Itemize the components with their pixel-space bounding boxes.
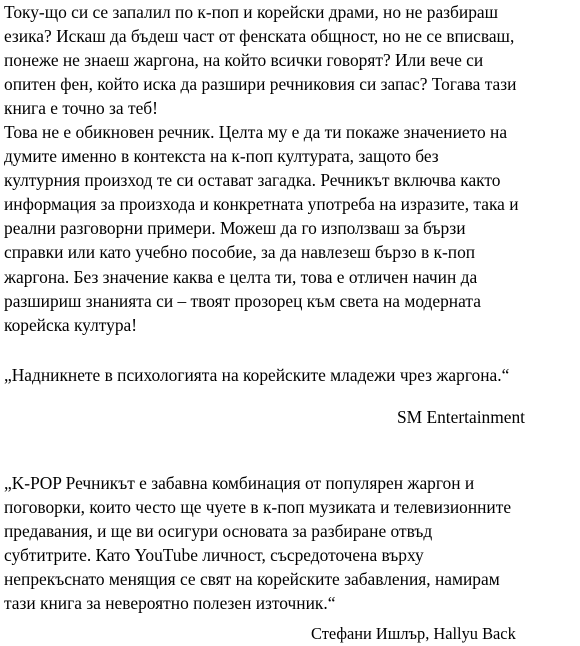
intro-paragraph (4, 0, 516, 120)
intro-line: езика? Искаш да бъдеш част от фенската общност, но не се вписваш, (4, 26, 515, 47)
intro-line: опитен фен, който иска да разшири речниковия си запас? Тогава тази (4, 74, 517, 95)
intro-line: Току-що си се запалил по к-поп и корейски драми, но не разбираш (4, 2, 498, 22)
description-line: корейска култура! (4, 314, 138, 335)
quote-attribution: Стефани Ишлър, Hallyu Back (311, 624, 516, 643)
quote-hallyu-back (4, 471, 511, 616)
quote-line: „K-POP Речникът е забавна комбинация от популярен жаргон и (4, 473, 475, 493)
intro-line: понеже не знаеш жаргона, на който всички говорят? Или вече си (4, 50, 484, 71)
description-line: жаргона. Без значение каква е целта ти, това е отличен начин да (4, 266, 478, 287)
description-line: Това не е обикновен речник. Целта му е да ти покаже значението на (4, 122, 508, 142)
description-line: реални разговорни примери. Можеш да го използваш за бързи (4, 218, 466, 239)
description-line: културния произход те си остават загадка. Речникът включва както (4, 170, 501, 191)
description-line: справки или като учебно пособие, за да навлезеш бързо в к-поп (4, 242, 476, 263)
description-line: информация за произхода и конкретната употреба на изразите, така и (4, 194, 519, 215)
quote-text: „Надникнете в психологията на корейските младежи чрез жаргона.“ (4, 365, 510, 385)
intro-line: книга е точно за теб! (4, 98, 158, 119)
quote-sm-entertainment (4, 363, 509, 387)
quote-attribution: SM Entertainment (397, 407, 525, 427)
quote-line: тази книга за невероятно полезен източник.“ (4, 593, 336, 614)
quote-line: поговорки, които често ще чуете в к-поп музиката и телевизионните (4, 497, 512, 518)
description-line: разшириш знанията си – твоят прозорец към света на модерната (4, 290, 481, 311)
quote-line: субтитрите. Като YouTube личност, съсредоточена върху (4, 545, 424, 566)
description-paragraph (4, 120, 519, 337)
quote-line: непрекъснато менящия се свят на корейските забавления, намирам (4, 569, 500, 590)
description-line: думите именно в контекста на к-поп културата, защото без (4, 146, 439, 167)
quote-line: предавания, и ще ви осигури основата за разбиране отвъд (4, 521, 433, 542)
